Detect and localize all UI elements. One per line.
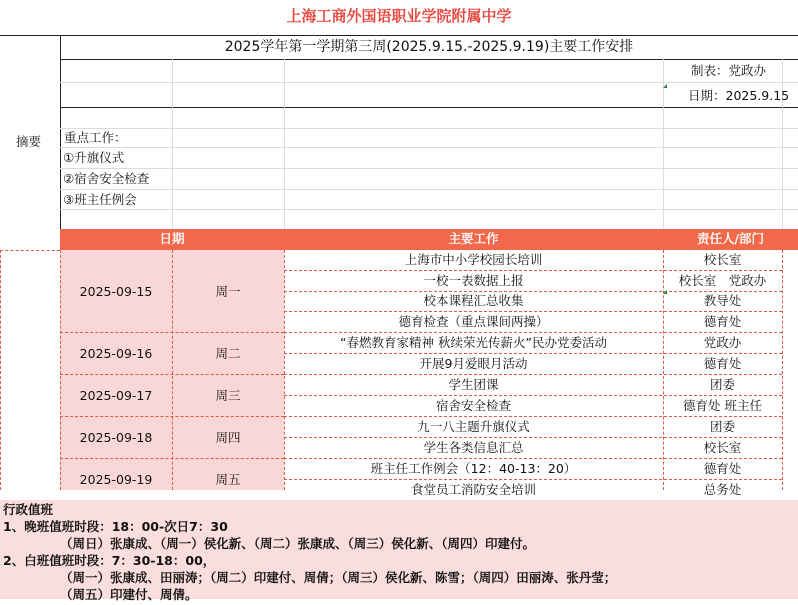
day-weekday: 周一 bbox=[215, 284, 241, 299]
day-date: 2025-09-19 bbox=[79, 472, 153, 487]
day-date: 2025-09-18 bbox=[79, 430, 153, 445]
task-work: 开展9月爱眼月活动 bbox=[419, 356, 528, 371]
task-work: 宿舍安全检查 bbox=[435, 398, 511, 413]
task-owner: 团委 bbox=[709, 377, 735, 392]
task-owner: 教导处 bbox=[703, 293, 742, 308]
task-work: 学生团课 bbox=[448, 377, 499, 392]
task-work: 学生各类信息汇总 bbox=[423, 440, 524, 455]
task-work: 一校一表数据上报 bbox=[423, 273, 524, 288]
night-shift-title: 1、晚班值班时段：18：00-次日7：30 bbox=[3, 519, 228, 534]
night-shift-list: （周日）张康成、（周一）侯化新、（周二）张康成、（周三）侯化新、（周四）印建付。 bbox=[60, 536, 536, 551]
task-work: 九一八主题升旗仪式 bbox=[417, 419, 530, 434]
task-work: 上海市中小学校园长培训 bbox=[404, 252, 543, 267]
summary-item-2: ②宿舍安全检查 bbox=[63, 171, 150, 186]
day-weekday: 周五 bbox=[215, 472, 241, 487]
task-owner: 德育处 bbox=[703, 356, 742, 371]
task-work: 食堂员工消防安全培训 bbox=[410, 482, 536, 497]
task-owner: 德育处 bbox=[703, 314, 742, 329]
task-work: 德育检查（重点课间两操） bbox=[398, 314, 549, 329]
task-work: 班主任工作例会（12：40-13：20） bbox=[370, 461, 577, 476]
day-weekday: 周二 bbox=[215, 346, 241, 361]
header-owner: 责任人/部门 bbox=[696, 231, 765, 246]
day-shift-list-1: （周一）张康成、田丽涛；（周二）印建付、周倩；（周三）侯化新、陈雪；（周四）田丽涛、张丹莹； bbox=[60, 570, 617, 585]
maker-label: 制表：党政办 bbox=[691, 63, 767, 78]
task-owner: 校长室 党政办 bbox=[678, 273, 767, 288]
duty-heading: 行政值班 bbox=[3, 502, 54, 517]
schedule-title: 2025学年第一学期第三周(2025.9.15.-2025.9.19)主要工作安排 bbox=[224, 39, 634, 55]
table-header bbox=[60, 229, 798, 250]
task-owner: 团委 bbox=[709, 419, 735, 434]
task-owner: 德育处 班主任 bbox=[683, 398, 762, 413]
task-owner: 校长室 bbox=[703, 440, 742, 455]
task-owner: 校长室 bbox=[703, 252, 742, 267]
day-shift-list-2: （周五）印建付、周倩。 bbox=[60, 587, 198, 602]
comment-marker-icon bbox=[663, 84, 667, 88]
summary-item-3: ③班主任例会 bbox=[63, 192, 137, 207]
task-owner: 德育处 bbox=[703, 461, 742, 476]
duty-section bbox=[0, 500, 798, 602]
day-weekday: 周三 bbox=[215, 388, 241, 403]
day-date: 2025-09-16 bbox=[79, 346, 153, 361]
summary-heading: 重点工作： bbox=[64, 130, 127, 145]
summary-label: 摘要 bbox=[16, 134, 42, 149]
summary-item-1: ①升旗仪式 bbox=[63, 150, 125, 165]
header-work: 主要工作 bbox=[448, 231, 499, 246]
task-work: “春燃教育家精神 秋续荣光传薪火”民办党委活动 bbox=[340, 335, 607, 350]
day-shift-title: 2、白班值班时段：7：30-18：00， bbox=[3, 553, 216, 568]
day-date: 2025-09-17 bbox=[79, 388, 153, 403]
day-weekday: 周四 bbox=[215, 430, 241, 445]
task-owner: 总务处 bbox=[703, 482, 742, 497]
task-owner: 党政办 bbox=[703, 335, 742, 350]
date-label: 日期：2025.9.15 bbox=[688, 88, 790, 103]
day-date: 2025-09-15 bbox=[79, 284, 153, 299]
header-date: 日期 bbox=[159, 231, 185, 246]
school-name: 上海工商外国语职业学院附属中学 bbox=[286, 7, 512, 25]
task-work: 校本课程汇总收集 bbox=[423, 293, 524, 308]
